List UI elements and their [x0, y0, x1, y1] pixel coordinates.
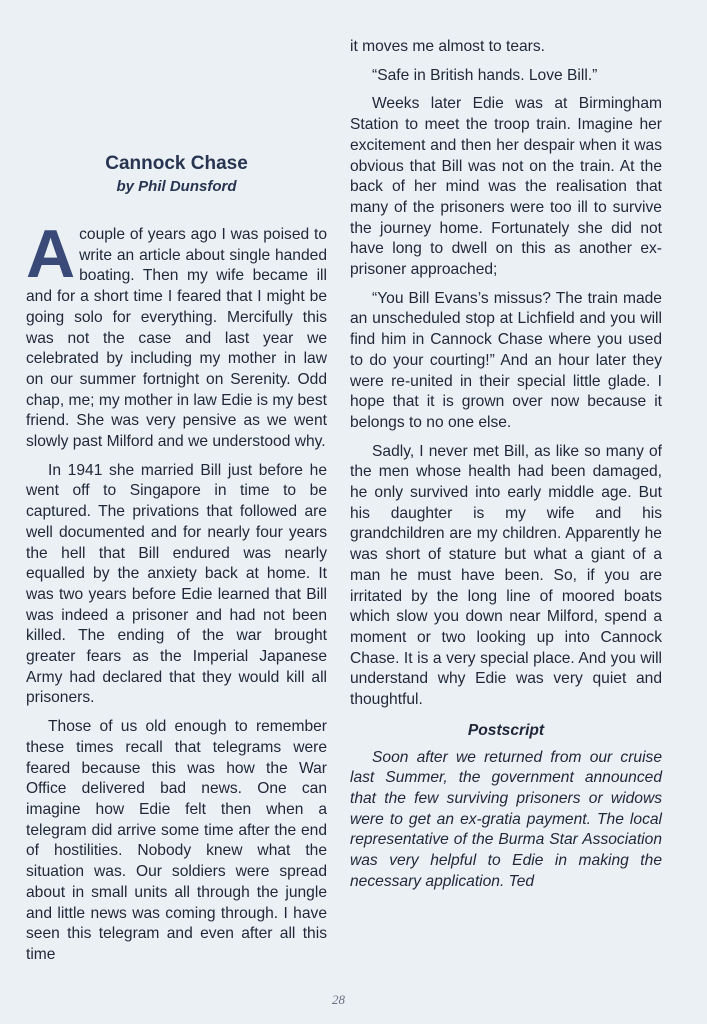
paragraph-intro-text: couple of years ago I was poised to write an article about single handed boating. Then my wife became ill and for a short time I feared that I might be going solo for everything. Mercifully this was not the case and last year we celebrated by including my mother in law on our summer fortnight on Serenity. Odd chap, me; my mother in law Edie is my best friend. She was very pensive as we went slowly past Milford and we understood why.	[26, 226, 327, 451]
paragraph-lichfield: “You Bill Evans’s missus? The train made an unscheduled stop at Lichfield and you will find him in Cannock Chase where you used to do your courting!” And an hour later they were re-united in their special little glade. I hope that it is grown over now because it belongs to no one else.	[350, 289, 662, 431]
article-title: Cannock Chase	[105, 153, 248, 174]
page-number: 28	[332, 992, 345, 1007]
article-byline: by Phil Dunsford	[116, 178, 237, 195]
postscript-heading: Postscript	[467, 721, 545, 739]
paragraph-1941: In 1941 she married Bill just before he went off to Singapore in time to be captured. The privations that followed are well documented and for nearly four years the hell that Bill endured was nearly equalled by the anxiety back at home. It was two years before Edie learned that Bill was indeed a prisoner and had not been killed. The ending of the war brought greater fears as the Imperial Japanese Army had declared that they would kill all prisoners.	[26, 461, 327, 707]
paragraph-continued: it moves me almost to tears.	[350, 38, 545, 55]
postscript-text: Soon after we returned from our cruise last Summer, the government announced that the few surviving prisoners or widows were to get an ex-gratia payment. The local representative of the Burma Star Association was very helpful to Edie in making the necessary application. Ted	[350, 748, 662, 890]
paragraph-telegram-quote: “Safe in British hands. Love Bill.”	[372, 66, 598, 84]
drop-cap: A	[26, 216, 76, 292]
left-column	[26, 216, 327, 974]
paragraph-telegrams: Those of us old enough to remember these times recall that telegrams were feared because this was how the War Office delivered bad news. One can imagine how Edie felt then when a telegram did arrive some time after the end of hostilities. Nobody knew what the situation was. Our soldiers were spread about in small units all through the jungle and little news was coming through. I have seen this telegram and even after all this time	[26, 718, 327, 963]
paragraph-birmingham: Weeks later Edie was at Birmingham Station to meet the troop train. Imagine her excitement and then her despair when it was obvious that Bill was not on the train. At the back of her mind was the realisation that many of the prisoners were too ill to survive the journey home. Fortunately she did not have long to dwell on this as another ex-prisoner approached;	[350, 95, 662, 279]
right-column	[350, 37, 662, 900]
paragraph-intro	[26, 216, 327, 453]
paragraph-sadly: Sadly, I never met Bill, as like so many of the men whose health had been damaged, he only survived into early middle age. But his daughter is my wife and his grandchildren are my children. Apparently he was short of stature but what a giant of a man he must have been. So, if you are irritated by the long line of moored boats which slow you down near Milford, spend a moment or two looking up into Cannock Chase. It is a very special place. And you will understand why Edie was very quiet and thoughtful.	[350, 442, 662, 709]
article-header	[26, 152, 327, 195]
